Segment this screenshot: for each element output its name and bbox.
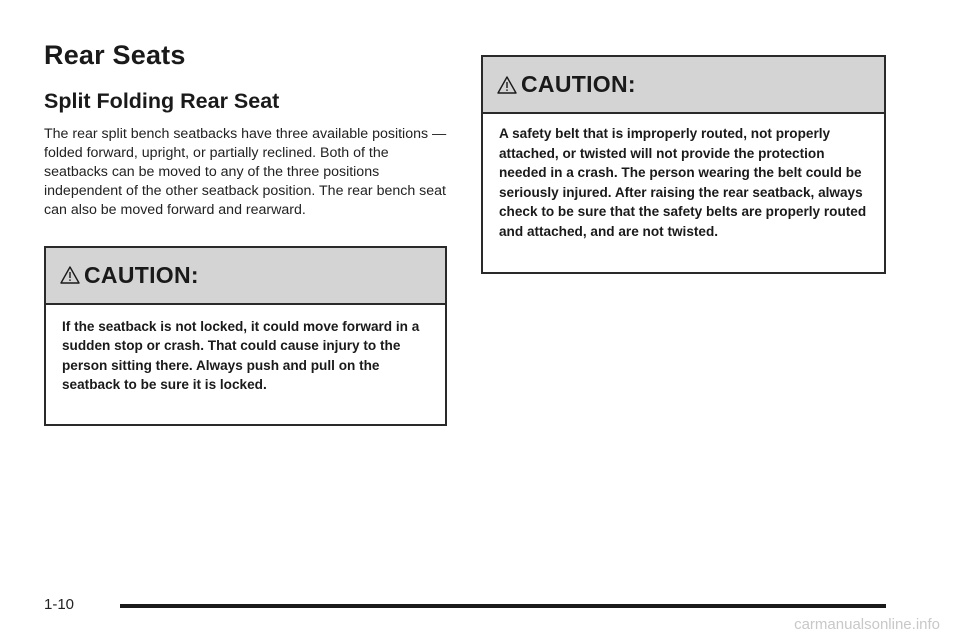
watermark: carmanualsonline.info — [794, 616, 940, 633]
caution-text: If the seatback is not locked, it could move forward in a sudden stop or crash. That could cause injury to the person sitting there. Always push and pull on the seatback to be sure it is locked. — [62, 318, 420, 393]
caution-box-seatback — [44, 246, 447, 426]
caution-heading: CAUTION: — [84, 261, 199, 288]
warning-triangle-icon — [497, 75, 517, 95]
footer-divider — [120, 604, 886, 608]
left-column — [44, 40, 447, 426]
page-title: Rear Seats — [44, 40, 186, 70]
caution-box-safety-belt — [481, 55, 886, 274]
caution-heading: CAUTION: — [521, 71, 636, 97]
caution-header — [46, 248, 445, 305]
intro-paragraph: The rear split bench seatbacks have three available positions — folded forward, upright, or partially reclined. Both of the seatbacks can be moved to any of the three positions independent of the other seatback position. The rear bench seat can also be moved forward and rearward. — [44, 125, 447, 218]
section-title: Split Folding Rear Seat — [44, 89, 280, 114]
caution-header — [483, 57, 884, 114]
right-column — [481, 55, 886, 274]
caution-text: A safety belt that is improperly routed, not properly attached, or twisted will not provide the protection needed in a crash. The person wearing the belt could be seriously injured. After raising the rear seatback, always check to be sure that the safety belts are properly routed and attached, and are not twisted. — [499, 126, 867, 239]
warning-triangle-icon — [60, 265, 80, 285]
page-number: 1-10 — [44, 596, 75, 613]
